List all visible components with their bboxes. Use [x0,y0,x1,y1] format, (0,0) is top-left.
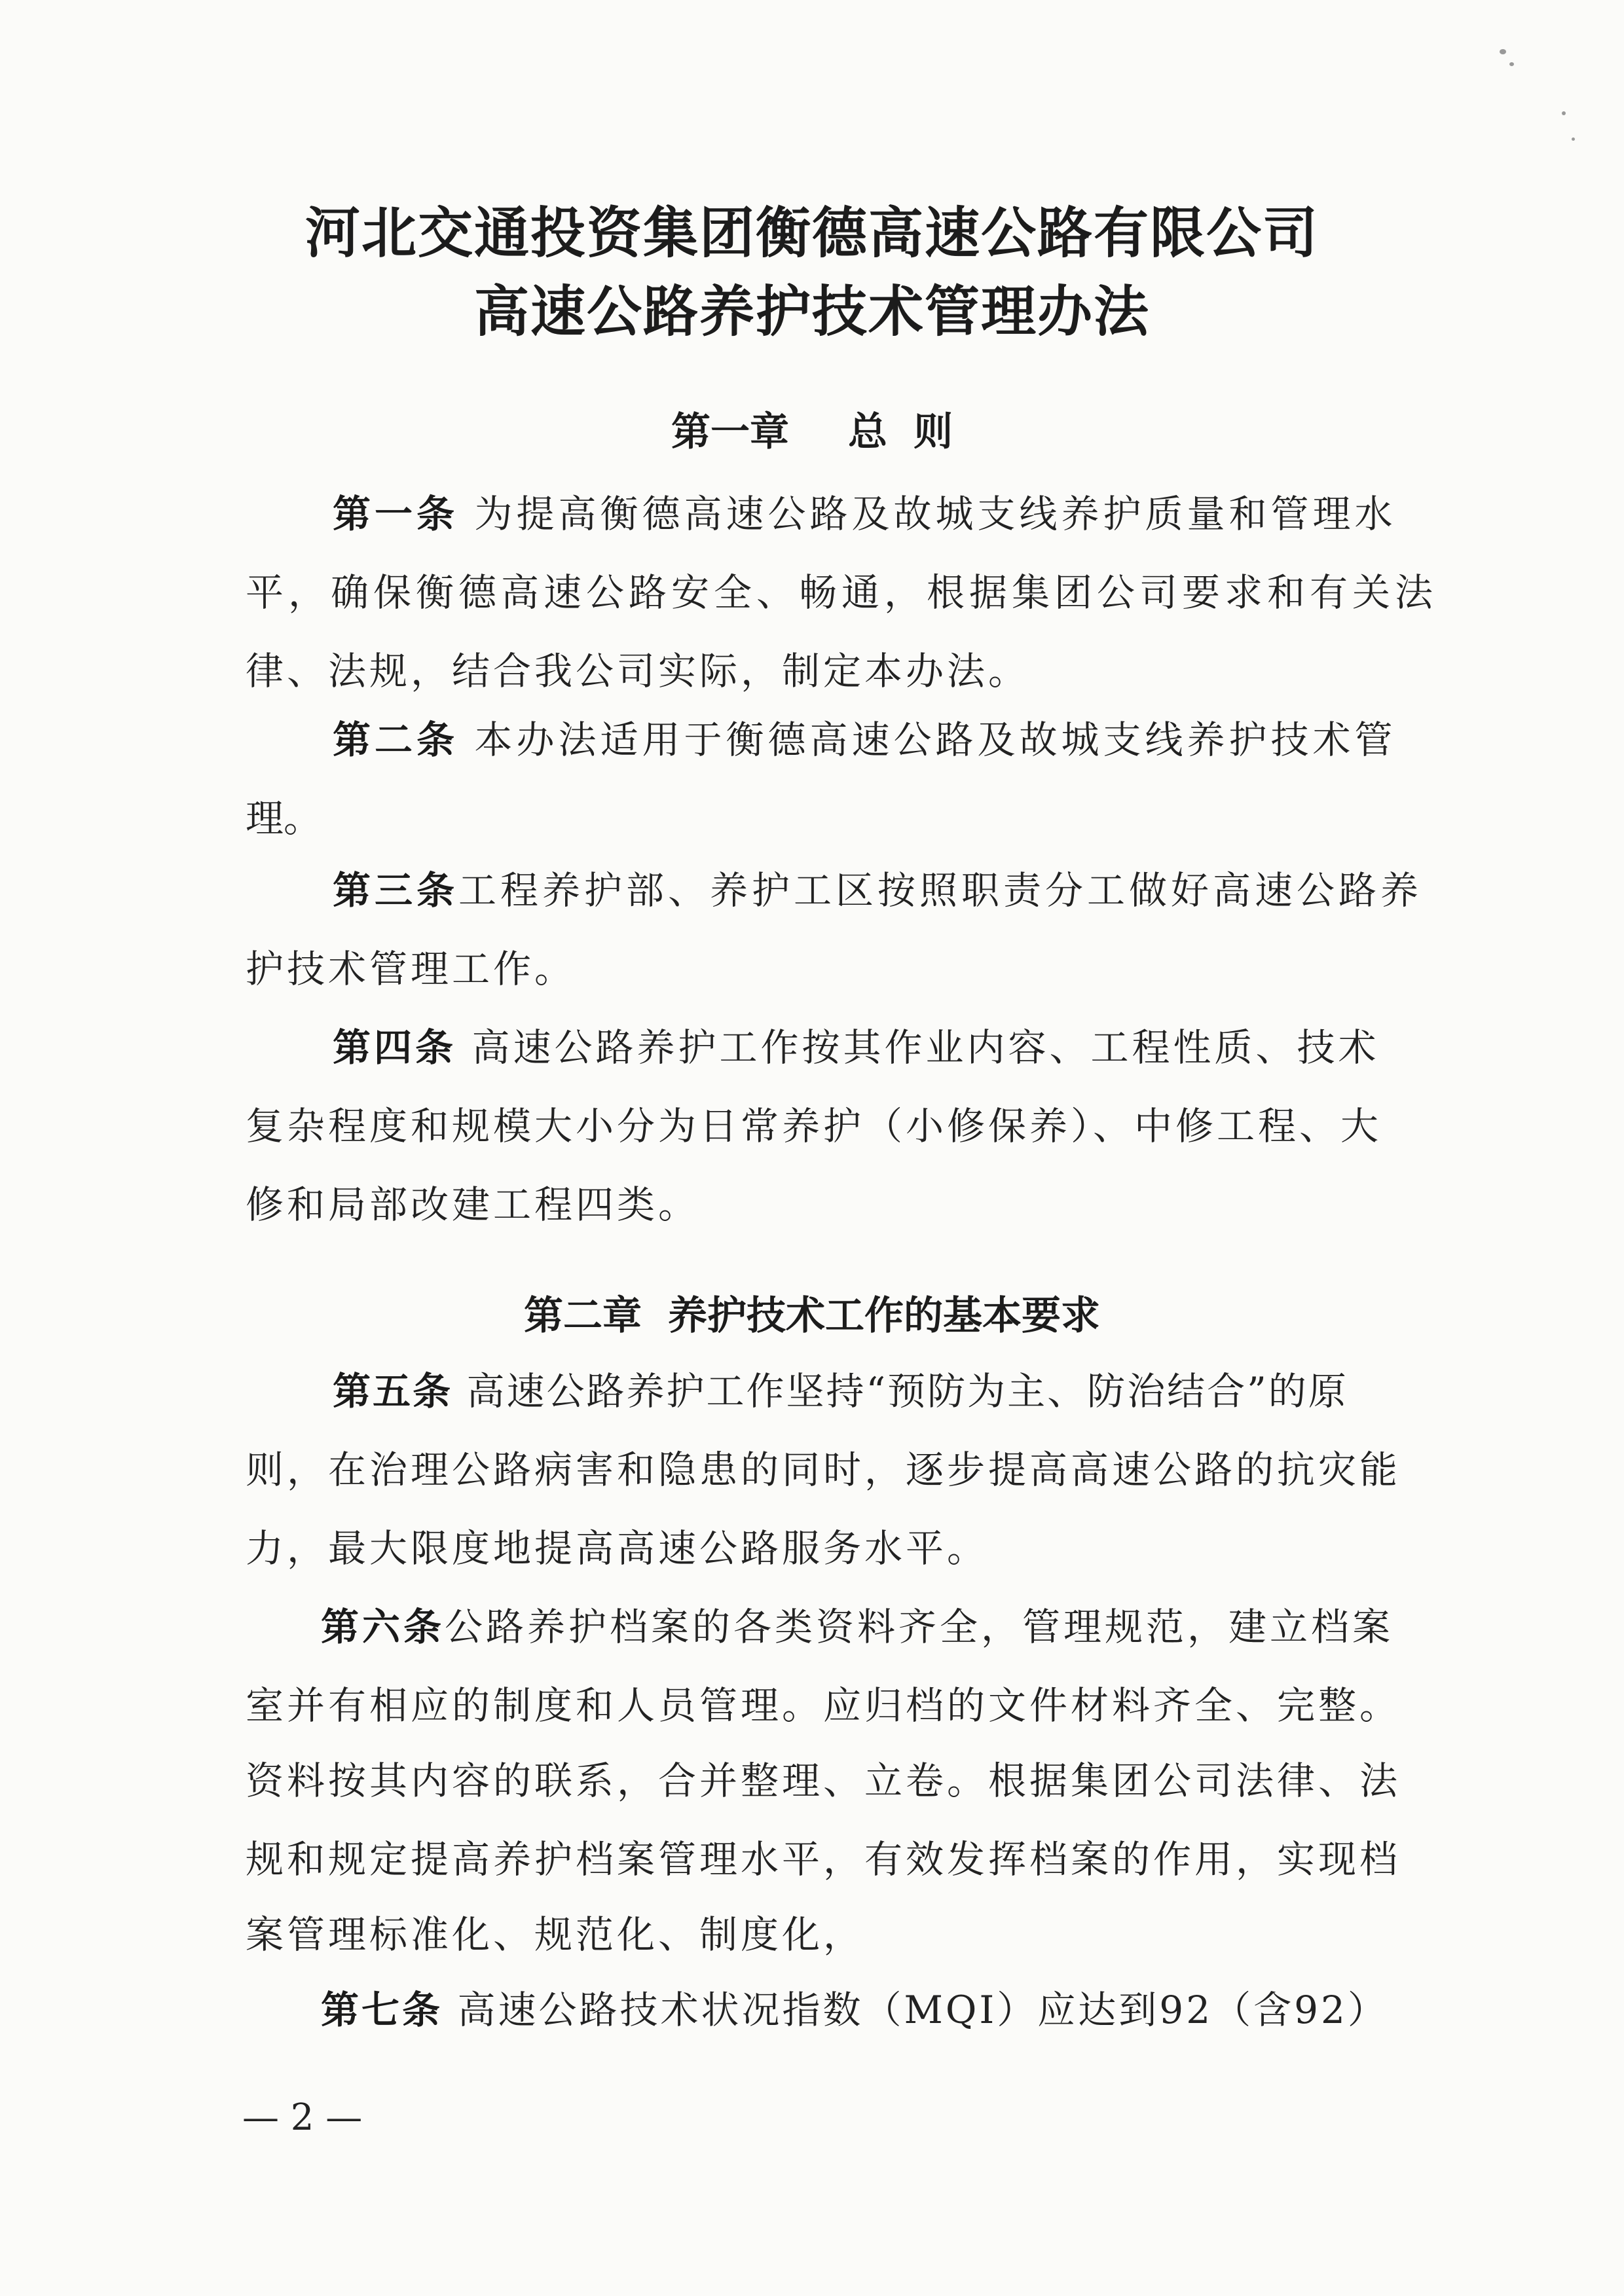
chapter-1-name-part1: 总 [848,409,887,455]
article-6-line-4: 规和规定提高养护档案管理水平，有效发挥档案的作用，实现档 [246,1837,1401,1882]
article-2-label: 第二条 [333,718,459,762]
article-2-text-1: 本办法适用于衡德高速公路及故城支线养护技术管 [474,718,1397,762]
page-number: — 2 — [242,2096,363,2139]
chapter-2-heading [0,1290,1624,1342]
article-3-line-1 [333,864,1422,917]
article-6-line-2: 室并有相应的制度和人员管理。应归档的文件材料齐全、完整。 [246,1683,1401,1728]
article-2-line-1 [333,714,1396,766]
chapter-1-number: 第一章 [671,409,789,455]
article-6-label: 第六条 [321,1605,445,1649]
article-1-label: 第一条 [333,492,459,536]
scan-speck [1562,111,1566,115]
scan-speck [1500,49,1506,54]
article-1-line-2: 平，确保衡德高速公路安全、畅通，根据集团公司要求和有关法 [246,570,1438,615]
article-3-text-1: 工程养护部、养护工区按照职责分工做好高速公路养 [458,868,1423,913]
article-7-label: 第七条 [321,1988,443,2032]
article-7-text-1: 高速公路技术状况指数（MQI）应达到92（含92） [457,1988,1388,2032]
article-5-label: 第五条 [333,1369,453,1413]
article-1-line-3: 律、法规，结合我公司实际，制定本办法。 [246,649,1030,693]
article-5-line-3: 力，最大限度地提高高速公路服务水平。 [246,1526,989,1571]
article-2-line-2: 理。 [246,796,322,841]
article-4-line-3: 修和局部改建工程四类。 [246,1182,700,1227]
article-1-line-1 [333,488,1396,540]
article-6-text-1: 公路养护档案的各类资料齐全，管理规范，建立档案 [445,1605,1394,1649]
article-4-text-1: 高速公路养护工作按其作业内容、工程性质、技术 [471,1025,1380,1070]
article-5-line-1 [333,1365,1348,1417]
article-6-line-1 [321,1601,1393,1653]
article-5-line-2: 则，在治理公路病害和隐患的同时，逐步提高高速公路的抗灾能 [246,1448,1401,1492]
article-5-text-1: 高速公路养护工作坚持“预防为主、防治结合”的原 [466,1369,1348,1413]
article-4-line-2: 复杂程度和规模大小分为日常养护（小修保养）、中修工程、大 [246,1104,1382,1148]
article-4-line-1 [333,1021,1379,1074]
article-7-line-1 [321,1984,1388,2036]
chapter-2-name: 养护技术工作的基本要求 [668,1293,1100,1339]
chapter-1-name-part2: 则 [913,409,953,455]
document-title-line1: 河北交通投资集团衡德高速公路有限公司 [304,201,1319,265]
scan-speck [1572,137,1575,141]
chapter-1-heading [0,406,1624,458]
article-4-label: 第四条 [333,1025,457,1070]
article-6-line-5: 案管理标准化、规范化、制度化， [246,1912,865,1957]
article-6-line-3: 资料按其内容的联系，合并整理、立卷。根据集团公司法律、法 [246,1758,1401,1803]
article-3-line-2: 护技术管理工作。 [246,947,576,991]
chapter-2-number: 第二章 [524,1293,642,1339]
article-3-label: 第三条 [333,868,459,913]
article-1-text-1: 为提高衡德高速公路及故城支线养护质量和管理水 [474,492,1397,536]
document-title-line2: 高速公路养护技术管理办法 [473,280,1150,344]
scan-speck [1509,62,1514,66]
